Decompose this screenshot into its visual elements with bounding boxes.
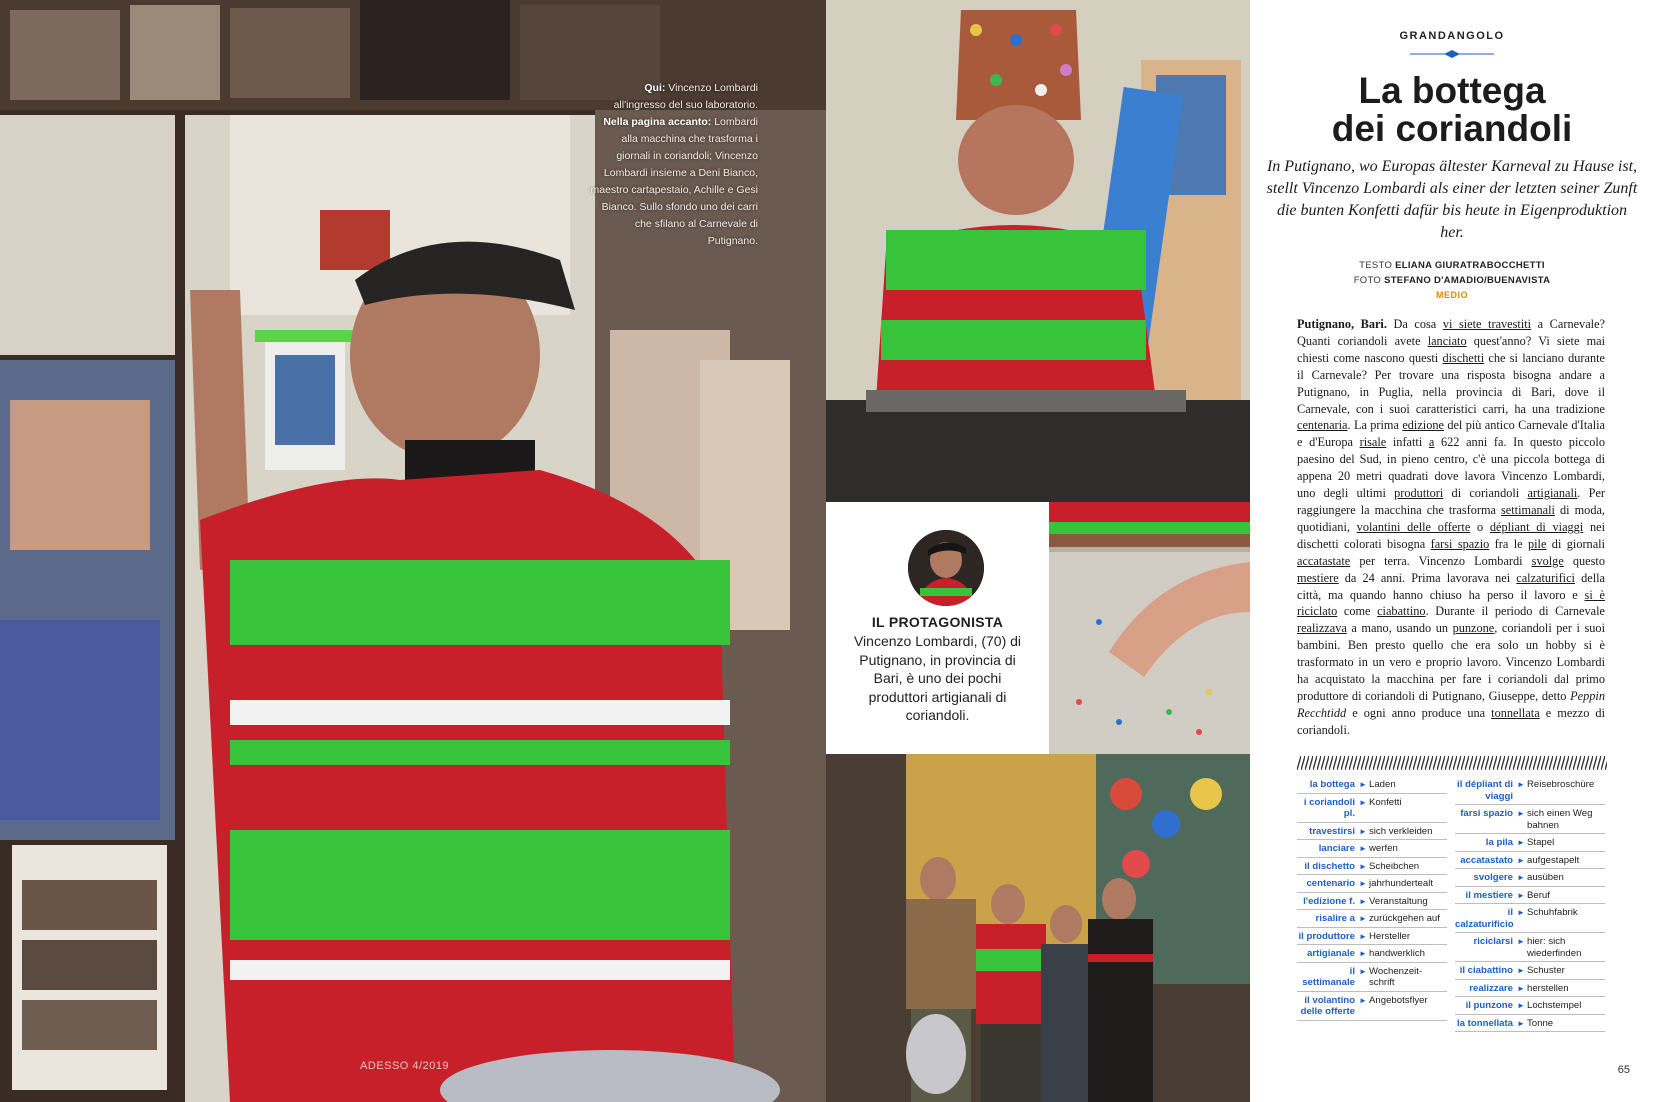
glossary-row [1455,997,1605,1015]
photo-caption [590,80,758,250]
glossary-term: travestirsi [1309,825,1355,837]
arrow-icon: ► [1517,908,1525,917]
avatar [908,530,984,606]
arrow-icon: ► [1359,879,1367,888]
arrow-icon: ► [1517,855,1525,865]
glossary-row [1297,858,1447,876]
glossary-translation: Tonne [1527,1017,1554,1029]
glossary-row [1455,887,1605,905]
glossary-translation: Wochenzeit-schrift [1369,965,1423,988]
glossary-translation: Stapel [1527,837,1555,848]
glossary-translation: Scheibchen [1369,860,1420,872]
credits [1250,258,1654,303]
glossary-term: il dépliant di viaggi [1457,779,1513,802]
glossary-right [1455,776,1605,1032]
arrow-icon: ► [1359,931,1367,941]
glossary-translation: ausüben [1527,872,1564,883]
protagonist-text: Vincenzo Lombardi, (70) di Putignano, in provincia di Bari, è uno dei pochi produttori artigianali di coriandoli. [853,633,1022,723]
glossary-term: accatastato [1460,854,1513,866]
arrow-icon: ► [1359,844,1367,853]
glossary-row [1455,980,1605,998]
confetti-photo [1049,502,1250,754]
headline-line2: dei coriandoli [1331,108,1573,149]
glossary-row [1297,992,1447,1021]
glossary-translation: aufgestapelt [1527,854,1580,866]
arrow-icon: ► [1517,983,1525,993]
glossary-translation: Laden [1369,779,1396,790]
glossary-term: la bottega [1309,779,1355,790]
caption-qui-text: Vincenzo Lombardi all'ingresso del suo laboratorio. [613,82,758,111]
glossary-row [1297,910,1447,928]
credit-foto: FOTO STEFANO D'AMADIO/BUENAVISTA [1353,275,1551,286]
glossary-row [1297,840,1447,858]
arrow-icon: ► [1517,1018,1525,1028]
arrow-icon: ► [1517,890,1525,900]
glossary-row [1297,875,1447,893]
arrow-icon: ► [1517,838,1525,847]
glossary-translation: Veranstaltung [1369,895,1428,907]
arrow-icon: ► [1517,966,1525,975]
glossary-term: lanciare [1318,843,1355,854]
glossary-row [1455,834,1605,852]
glossary-row [1455,933,1605,962]
glossary-row [1297,928,1447,946]
arrow-icon: ► [1359,861,1367,871]
glossary-term: il volantino delle offerte [1300,994,1355,1017]
folio-left: ADESSO 4/2019 [360,1060,450,1072]
machine-photo [826,0,1250,502]
glossary-term: svolgere [1473,872,1513,883]
glossary-translation: herstellen [1527,982,1569,994]
glossary-row [1455,805,1605,834]
glossary-row [1297,823,1447,841]
arrow-icon: ► [1517,809,1525,818]
glossary-term: il mestiere [1465,889,1513,901]
glossary-translation: Schuhfabrik [1527,907,1578,918]
lead-paragraph: In Putignano, wo Europas ältester Karneval zu Hause ist, stellt Vincenzo Lombardi als einer der letzten seiner Zunft die bunten Konfetti dafür bis heute in Eigenproduktion her. [1266,158,1638,241]
arrow-icon: ► [1517,1001,1525,1010]
protagonist-title: IL PROTAGONISTA [871,614,1004,630]
glossary-term: il ciabattino [1459,965,1513,976]
credit-testo: TESTO ELIANA GIURATRABOCCHETTI [1359,260,1545,271]
glossary-translation: Beruf [1527,889,1550,901]
section-kicker: GRANDANGOLO [1399,30,1505,42]
page-number: 65 [1617,1064,1630,1076]
caption-accanto-label: Nella pagina accanto: [603,116,712,128]
glossary-term: il produttore [1298,930,1355,942]
caption-qui-label: Qui: [644,82,666,94]
glossary-term: il calzaturificio [1455,907,1514,930]
glossary-term: riciclarsi [1473,936,1513,947]
arrow-icon: ► [1359,995,1367,1005]
headline [1250,72,1654,148]
glossary-translation: sich verkleiden [1369,825,1433,837]
glossary-row [1455,1015,1605,1033]
arrow-icon: ► [1359,797,1367,807]
glossary-translation: Reisebroschüre [1527,779,1595,790]
glossary-left [1297,776,1447,1021]
article-body: Putignano, Bari. Da cosa vi siete travestiti a Carnevale? Quanti coriandoli avete lanciato quest'anno? Vi siete mai chiesti come nascono questi dischetti che si lanciano durante il Carnevale? Per trovare una risposta bisogna andare a Putignano, in Puglia, nella provincia di Bari, dove il Carnevale, con i suoi caratteristici carri, ha una tradizione centenaria. La prima edizione del più antico Carnevale d'Italia e d'Europa risale infatti a 622 anni fa. In questo piccolo paesino del Sud, in pieno centro, c'è una piccola bottega di appena 20 metri quadrati dove lavora Vincenzo Lombardi, uno degli ultimi produttori di coriandoli artigianali. Per raggiungere la macchina che trasforma settimanali di moda, quotidiani, volantini delle offerte o dépliant di viaggi nei dischetti colorati bisogna farsi spazio fra le pile di giornali accatastate per terra. Vincenzo Lombardi svolge questo mestiere da 24 anni. Prima lavorava nei calzaturifici della città, ma quando hanno chiuso ha perso il lavoro e si è riciclato come ciabattino. Durante il periodo di Carnevale realizzava a mano, usando un punzone, coriandoli per i suoi bambini. Ben presto quello che era solo un hobby si è trasformato in un vero e proprio lavoro. Vincenzo Lombardi ha acquistato la macchina per fare i coriandoli dal primo produttore di coriandoli di Putignano, Giuseppe, detto Peppin Recchtidd e ogni anno produce una tonnellata e mezzo di coriandoli. [1297,317,1606,737]
glossary-translation: hier: sich wiederfinden [1527,936,1582,959]
glossary-divider [1297,756,1607,770]
article-column [1250,0,1654,1102]
arrow-icon: ► [1517,780,1525,789]
glossary-term: realizzare [1469,982,1513,994]
arrow-icon: ► [1359,914,1367,923]
glossary-row [1455,852,1605,870]
arrow-icon: ► [1359,966,1367,976]
caption-accanto-text: Lombardi alla macchina che trasforma i giornali in coriandoli; Vincenzo Lombardi insieme a Deni Bianco, maestro cartapestaio, Achille e Gesi Bianco. Sullo sfondo uno dei carri che sfilano al Carnevale di Putignano. [590,116,758,247]
arrow-icon: ► [1359,780,1367,789]
headline-line1: La bottega [1358,70,1546,111]
glossary-translation: Schuster [1527,965,1565,976]
kicker-rule [1410,50,1494,58]
protagonist-box [826,502,1049,754]
arrow-icon: ► [1359,896,1367,906]
glossary-translation: Lochstempel [1527,1000,1582,1011]
glossary-term: il punzone [1465,1000,1513,1011]
glossary-row [1297,794,1447,823]
glossary-term: centenario [1306,878,1355,889]
glossary-row [1297,893,1447,911]
glossary-term: la tonnellata [1457,1017,1513,1029]
glossary-translation: Hersteller [1369,930,1411,942]
group-photo [826,754,1250,1102]
glossary-term: il dischetto [1304,860,1355,872]
glossary-term: il settimanale [1302,965,1355,988]
glossary-row [1297,945,1447,963]
glossary-translation: Angebotsflyer [1369,994,1428,1006]
glossary-translation: Konfetti [1369,796,1402,808]
glossary-row [1297,776,1447,794]
glossary-term: risalire a [1315,913,1355,924]
arrow-icon: ► [1359,949,1367,958]
glossary-row [1455,962,1605,980]
glossary-translation: werfen [1369,843,1398,854]
arrow-icon: ► [1359,826,1367,836]
glossary-term: i coriandoli pl. [1303,796,1355,819]
glossary-row [1455,776,1605,805]
glossary-term: artigianale [1307,948,1355,959]
arrow-icon: ► [1517,873,1525,882]
arrow-icon: ► [1517,937,1525,946]
glossary-translation: sich einen Weg bahnen [1527,808,1593,831]
glossary-term: farsi spazio [1460,808,1513,819]
glossary-translation: zurückgehen auf [1369,913,1440,924]
glossary-row [1455,869,1605,887]
glossary-row [1297,963,1447,992]
glossary-translation: jahrhundertealt [1369,878,1434,889]
glossary-translation: handwerklich [1369,948,1425,959]
level-badge: MEDIO [1435,290,1468,300]
glossary-term: la pila [1485,837,1513,848]
glossary-term: l'edizione f. [1303,895,1355,907]
glossary-row [1455,904,1605,933]
